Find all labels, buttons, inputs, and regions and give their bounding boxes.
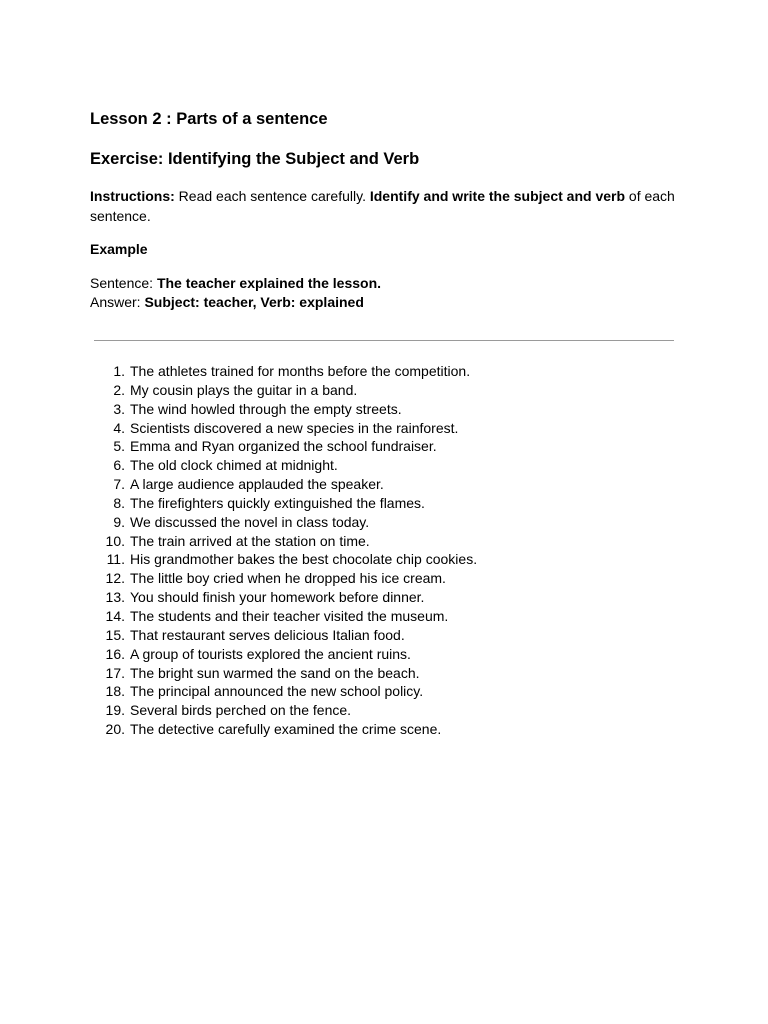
list-item xyxy=(90,475,477,494)
list-item-number: 11. xyxy=(106,551,125,568)
list-item-number: 20. xyxy=(105,721,125,738)
list-item-number: 8. xyxy=(113,494,125,511)
list-item-number: 6. xyxy=(113,457,125,474)
list-item-sentence: Emma and Ryan organized the school fundraiser. xyxy=(130,438,437,455)
list-item-number: 2. xyxy=(113,381,125,398)
list-item xyxy=(90,720,477,739)
list-item-number: 10. xyxy=(105,532,125,549)
example-answer-value: Subject: teacher, Verb: explained xyxy=(144,294,364,310)
section-divider xyxy=(94,340,674,341)
list-item-sentence: The little boy cried when he dropped his ice cream. xyxy=(130,570,446,587)
list-item-sentence: The firefighters quickly extinguished the flames. xyxy=(130,494,425,511)
list-item xyxy=(90,607,477,626)
list-item xyxy=(90,569,477,588)
list-item xyxy=(90,682,477,701)
list-item-number: 7. xyxy=(113,476,125,493)
list-item xyxy=(90,362,477,381)
list-item-sentence: That restaurant serves delicious Italian food. xyxy=(130,626,405,643)
list-item xyxy=(90,664,477,683)
list-item-number: 15. xyxy=(105,626,125,643)
instructions-text-1: Read each sentence carefully. xyxy=(174,188,370,204)
list-item-number: 1. xyxy=(113,363,125,379)
list-item xyxy=(90,381,477,400)
list-item xyxy=(90,701,477,720)
list-item xyxy=(90,437,477,456)
list-item-sentence: The train arrived at the station on time. xyxy=(130,532,370,549)
list-item-sentence: The bright sun warmed the sand on the beach. xyxy=(130,664,420,681)
list-item xyxy=(90,645,477,664)
exercise-title: Exercise: Identifying the Subject and Verb xyxy=(90,150,420,168)
list-item-sentence: The principal announced the new school policy. xyxy=(130,683,424,700)
sentence-list xyxy=(90,362,477,739)
list-item-sentence: The students and their teacher visited the museum. xyxy=(130,607,449,624)
list-item-number: 17. xyxy=(105,664,125,681)
example-sentence-label: Sentence: xyxy=(90,275,157,291)
list-item-number: 19. xyxy=(105,702,125,719)
list-item xyxy=(90,626,477,645)
list-item-sentence: A group of tourists explored the ancient ruins. xyxy=(130,645,411,662)
list-item-sentence: Scientists discovered a new species in the rainforest. xyxy=(130,419,459,436)
list-item-sentence: Several birds perched on the fence. xyxy=(130,702,352,719)
instructions-emphasis: Identify and write the subject and verb xyxy=(369,188,626,204)
instructions-text-2: of each sentence. xyxy=(90,188,675,224)
list-item xyxy=(90,400,477,419)
list-item xyxy=(90,532,477,551)
list-item-sentence: You should finish your homework before dinner. xyxy=(130,589,425,606)
list-item xyxy=(90,494,477,513)
list-item-number: 13. xyxy=(105,589,125,606)
list-item-number: 14. xyxy=(105,607,125,624)
list-item-sentence: The athletes trained for months before the competition. xyxy=(130,363,471,379)
list-item-number: 12. xyxy=(105,570,125,587)
list-item-sentence: A large audience applauded the speaker. xyxy=(130,476,384,493)
example-sentence-value: The teacher explained the lesson. xyxy=(156,275,382,291)
list-item-sentence: The detective carefully examined the crime scene. xyxy=(130,721,442,738)
list-item-sentence: His grandmother bakes the best chocolate chip cookies. xyxy=(130,551,478,568)
list-item-number: 3. xyxy=(113,400,125,417)
list-item-sentence: The old clock chimed at midnight. xyxy=(130,457,338,474)
example-answer-line xyxy=(90,294,364,310)
example-answer-label: Answer: xyxy=(90,294,145,310)
example-sentence-line xyxy=(90,275,381,291)
list-item-sentence: We discussed the novel in class today. xyxy=(130,513,370,530)
list-item xyxy=(90,550,477,569)
list-item-number: 5. xyxy=(113,438,125,455)
list-item-number: 9. xyxy=(113,513,125,530)
list-item xyxy=(90,513,477,532)
example-heading: Example xyxy=(90,241,148,257)
list-item-number: 18. xyxy=(105,683,125,700)
list-item xyxy=(90,419,477,438)
list-item xyxy=(90,588,477,607)
lesson-title: Lesson 2 : Parts of a sentence xyxy=(90,110,328,128)
list-item-sentence: The wind howled through the empty streets. xyxy=(130,400,402,417)
instructions-paragraph xyxy=(90,187,680,226)
list-item xyxy=(90,456,477,475)
list-item-sentence: My cousin plays the guitar in a band. xyxy=(130,381,358,398)
instructions-label: Instructions: xyxy=(90,188,175,204)
list-item-number: 16. xyxy=(105,645,125,662)
list-item-number: 4. xyxy=(113,419,125,436)
